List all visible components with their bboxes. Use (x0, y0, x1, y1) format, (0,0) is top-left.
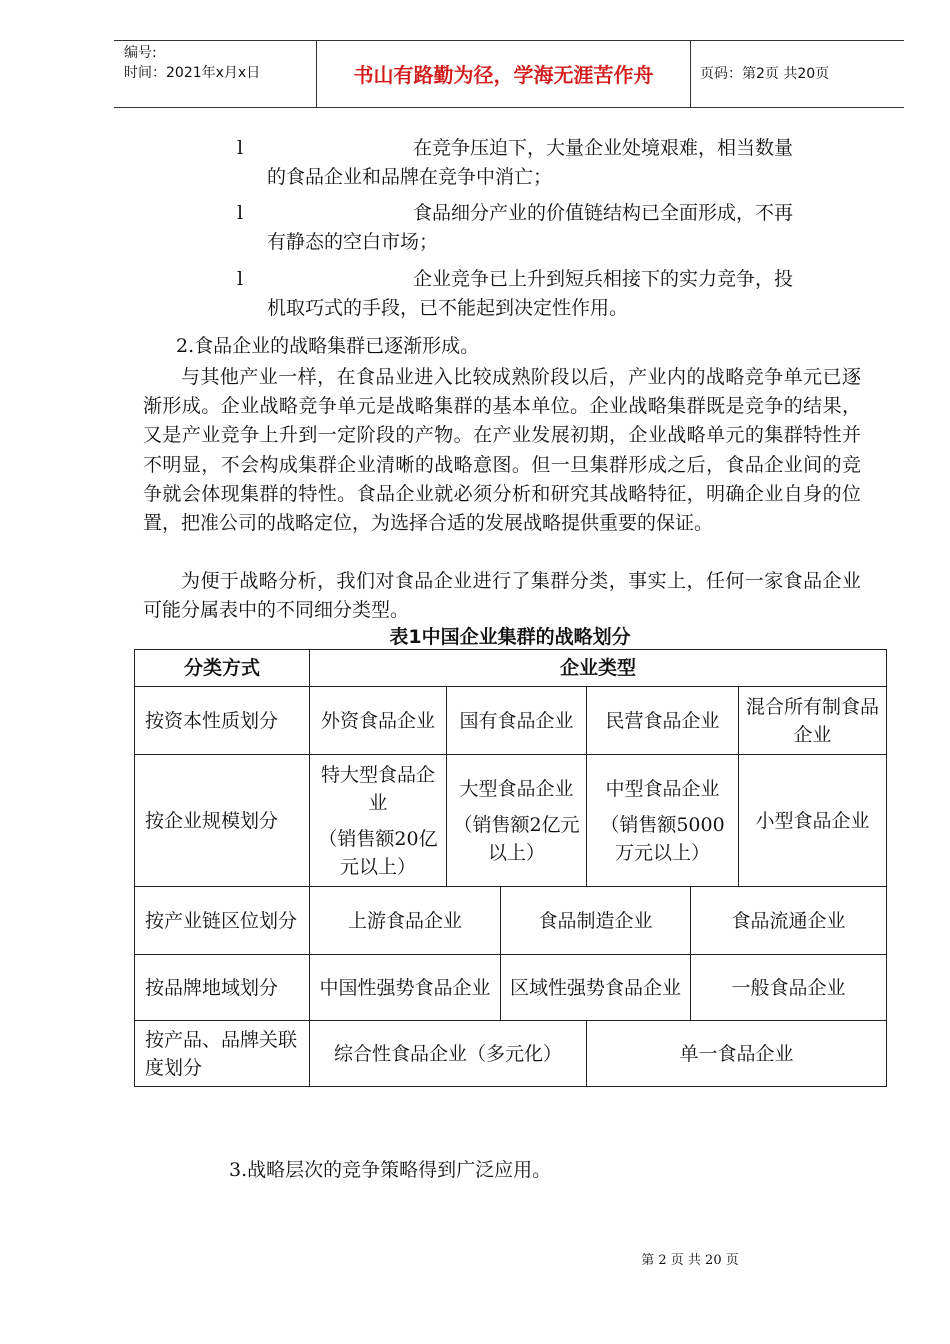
header-meta (124, 43, 260, 83)
table-row (135, 955, 887, 1021)
table-title: 表1中国企业集群的战略划分 (389, 626, 631, 648)
bullet-text: 的食品企业和品牌在竞争中消亡； (267, 166, 553, 188)
table-cell: 小型食品企业 (739, 755, 887, 887)
table-cell: 一般食品企业 (691, 955, 887, 1021)
table-cell: 上游食品企业 (310, 887, 501, 955)
table-cell: 外资食品企业 (310, 687, 447, 755)
table-row-label: 按产品、品牌关联度划分 (135, 1021, 310, 1087)
bullet-text: 机取巧式的手段，已不能起到决定性作用。 (267, 297, 629, 319)
bullet-item (237, 265, 862, 323)
time-label: 时间：2021年x月x日 (124, 65, 261, 81)
table-cell: 民营食品企业 (587, 687, 739, 755)
table-row-label: 按企业规模划分 (135, 755, 310, 887)
body-paragraph: 与其他产业一样，在食品业进入比较成熟阶段以后，产业内的战略竞争单元已逐渐形成。企业战略竞争单元是战略集群的基本单位。企业战略集群既是竞争的结果，又是产业竞争上升到一定阶段的产物。在产业发展初期，企业战略单元的集群特性并不明显，不会构成集群企业清晰的战略意图。但一旦集群形成之后，食品企业间的竞争就会体现集群的特性。食品企业就必须分析和研究其战略特征，明确企业自身的位置，把准公司的战略定位，为选择合适的发展战略提供重要的保证。 (143, 366, 861, 535)
page-footer: 第 2 页 共 20 页 (641, 1253, 739, 1268)
cell-sub-text: （销售额20亿元以上） (318, 827, 438, 878)
table-cell (447, 755, 587, 887)
cell-main-text: 特大型食品企业 (320, 763, 435, 814)
cell-main-text: 中型食品企业 (605, 777, 720, 800)
cell-sub-text: （销售额5000万元以上） (600, 813, 725, 864)
table-header-cell: 企业类型 (310, 650, 887, 687)
table-row (135, 755, 887, 887)
table-cell: 中国性强势食品企业 (310, 955, 501, 1021)
body-paragraph: 为便于战略分析，我们对食品企业进行了集群分类，事实上，任何一家食品企业可能分属表中的不同细分类型。 (143, 570, 861, 622)
table-cell (310, 755, 447, 887)
table-cell: 单一食品企业 (587, 1021, 887, 1087)
bullet-symbol: l (237, 137, 244, 159)
table-row (135, 687, 887, 755)
table-row-label: 按资本性质划分 (135, 687, 310, 755)
cell-main-text: 大型食品企业 (459, 777, 574, 800)
table-cell: 食品制造企业 (501, 887, 691, 955)
table-cell (587, 755, 739, 887)
bullet-text: 有静态的空白市场； (267, 231, 439, 253)
table-row (135, 1021, 887, 1087)
bullet-text: 食品细分产业的价值链结构已全面形成，不再 (413, 202, 794, 224)
bullet-text: 在竞争压迫下，大量企业处境艰难，相当数量 (413, 137, 794, 159)
bullet-text: 企业竞争已上升到短兵相接下的实力竞争，投 (413, 268, 794, 290)
table-row-label: 按品牌地域划分 (135, 955, 310, 1021)
table-header-row (135, 650, 887, 687)
page-header (114, 40, 904, 108)
header-motto: 书山有路勤为径，学海无涯苦作舟 (353, 63, 654, 87)
table-cell: 国有食品企业 (447, 687, 587, 755)
table-cell: 综合性食品企业（多元化） (310, 1021, 587, 1087)
table-row-label: 按产业链区位划分 (135, 887, 310, 955)
table-cell: 混合所有制食品企业 (739, 687, 887, 755)
table-cell: 食品流通企业 (691, 887, 887, 955)
table-row (135, 887, 887, 955)
bullet-item (237, 134, 862, 192)
bullet-item (237, 199, 862, 257)
header-page-info: 页码：第2页 共20页 (700, 66, 830, 82)
number-label: 编号: (124, 45, 157, 61)
table-header-cell: 分类方式 (135, 650, 310, 687)
cell-sub-text: （销售额2亿元以上） (453, 813, 580, 864)
section-heading: 2.食品企业的战略集群已逐渐形成。 (176, 335, 480, 357)
section-heading: 3.战略层次的竞争策略得到广泛应用。 (229, 1159, 552, 1181)
table-cell: 区域性强势食品企业 (501, 955, 691, 1021)
strategy-table (134, 649, 887, 1087)
bullet-symbol: l (237, 268, 244, 290)
header-divider (690, 41, 691, 107)
bullet-symbol: l (237, 202, 244, 224)
